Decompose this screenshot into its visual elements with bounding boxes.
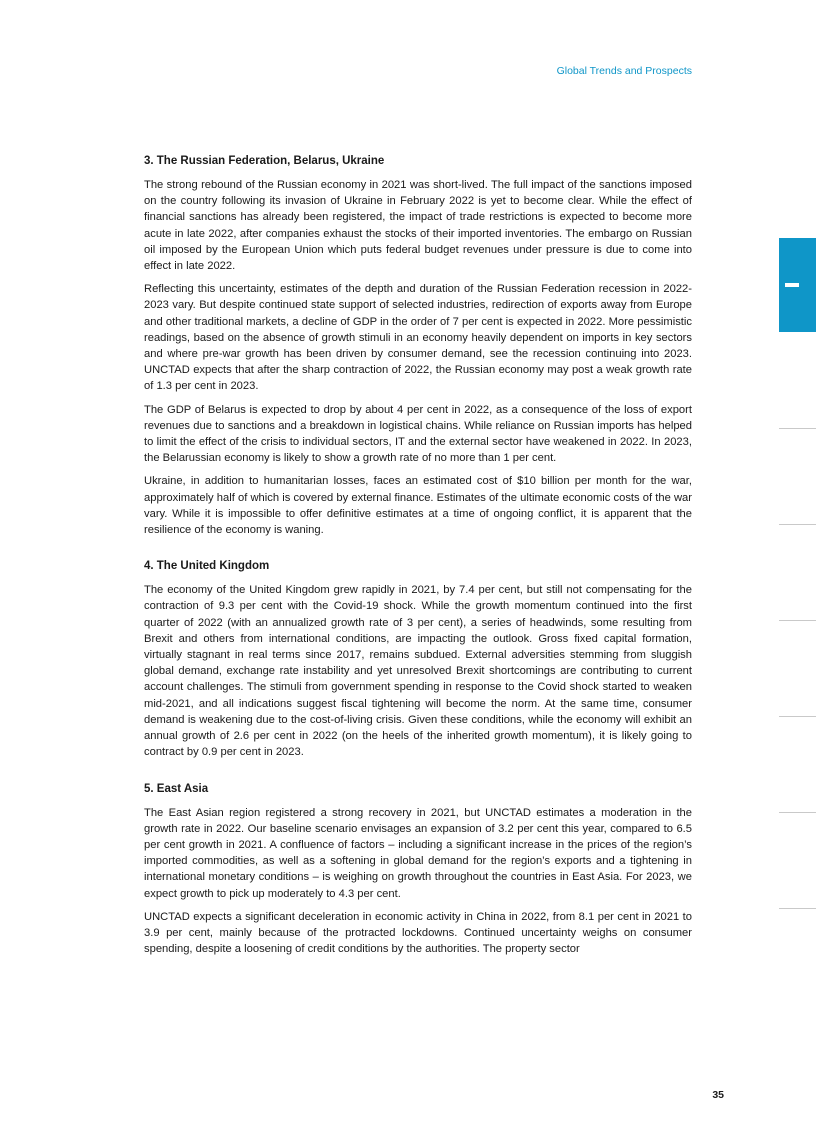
side-divider [779, 428, 816, 429]
paragraph: The GDP of Belarus is expected to drop by about 4 per cent in 2022, as a consequence of the loss of export revenues due to sanctions and a breakdown in logistical chains. While reliance on Russian imports has helped to limit the effect of the crisis to individual sectors, IT and the external sector have weakened in 2022. In 2023, the Belarussian economy is likely to show a growth rate of no more than 1 per cent. [144, 403, 692, 465]
section-united-kingdom [144, 558, 692, 760]
section-east-asia [144, 781, 692, 958]
section-heading: 3. The Russian Federation, Belarus, Ukraine [144, 155, 385, 167]
side-divider [779, 908, 816, 909]
paragraph: Ukraine, in addition to humanitarian losses, faces an estimated cost of $10 billion per month for the war, approximately half of which is covered by external finance. Estimates of the ultimate economic costs of the war vary. While it is impossible to offer definitive estimates at a time of ongoing conflict, it is apparent that the resilience of the economy is waning. [144, 475, 692, 537]
section-heading: 4. The United Kingdom [144, 560, 270, 573]
paragraph: The East Asian region registered a strong recovery in 2021, but UNCTAD estimates a moderation in the growth rate in 2022. Our baseline scenario envisages an expansion of 3.2 per cent this year, compared to 6.5 per cent growth in 2021. A confluence of factors – including a significant increase in the prices of the region’s imported commodities, as well as a softening in global demand for the region’s exports and a tightening in international monetary conditions – is weighing on growth throughout the countries in East Asia. For 2023, we expect growth to pick up moderately to 4.3 per cent. [144, 806, 692, 900]
paragraph: UNCTAD expects a significant deceleration in economic activity in China in 2022, from 8.1 per cent in 2021 to 3.9 per cent, mainly because of the protracted lockdowns. Continued uncertainty weighs on consumer spending, despite a loosening of credit conditions by the authorities. The property sector [144, 910, 692, 956]
side-divider [779, 716, 816, 717]
side-divider [779, 812, 816, 813]
paragraph: Reflecting this uncertainty, estimates of the depth and duration of the Russian Federation recession in 2022-2023 vary. But despite continued state support of selected industries, redirection of exports away from Europe and other traditional markets, a decline of GDP in the order of 7 per cent is expected in 2022. More pessimistic readings, based on the absence of growth stimuli in an economy heavily dependent on imports in key sectors and where pre-war growth has been driven by consumer demand, see the recession continuing into 2023. UNCTAD expects that after the sharp contraction of 2022, the Russian economy may post a weak growth rate of 1.3 per cent in 2023. [144, 283, 692, 393]
section-heading: 5. East Asia [144, 782, 209, 795]
page-number: 35 [712, 1089, 724, 1101]
chapter-tab-dash-icon [785, 283, 799, 287]
side-divider [779, 524, 816, 525]
running-header: Global Trends and Prospects [556, 65, 692, 77]
paragraph: The strong rebound of the Russian economy in 2021 was short-lived. The full impact of the sanctions imposed on the country following its invasion of Ukraine in February 2022 is yet to become clear. While the effect of financial sanctions has already been registered, the impact of trade restrictions is expected to become more acute in late 2022, after companies exhaust the stocks of their imported inventories. The embargo on Russian oil imposed by the European Union which puts federal budget revenues under pressure is due to come into effect in late 2022. [144, 179, 692, 273]
main-content [144, 153, 692, 977]
paragraph: The economy of the United Kingdom grew rapidly in 2021, by 7.4 per cent, but still not compensating for the contraction of 9.3 per cent with the Covid-19 shock. While the growth momentum continued into the first quarter of 2022 (with an annualized growth rate of 3 per cent), a series of headwinds, some resulting from Brexit and others from international conditions, are impacting the outlook. Gross fixed capital formation, virtually stagnant in real terms since 2017, remains subdued. External adversities stemming from sluggish global demand, exchange rate instability and yet unresolved Brexit shortcomings are contributing to current account challenges. The stimuli from government spending in response to the Covid shock started to weaken mid-2021, and all indications suggest fiscal tightening will become the norm. At the same time, consumer demand is weakening due to the cost-of-living crisis. Given these conditions, while the economy will exhibit an annual growth of 2.6 per cent in 2022 (on the heels of the inherited growth momentum), it is likely going to contract by 0.9 per cent in 2023. [144, 584, 692, 759]
section-russia-belarus-ukraine [144, 153, 692, 538]
side-divider [779, 620, 816, 621]
